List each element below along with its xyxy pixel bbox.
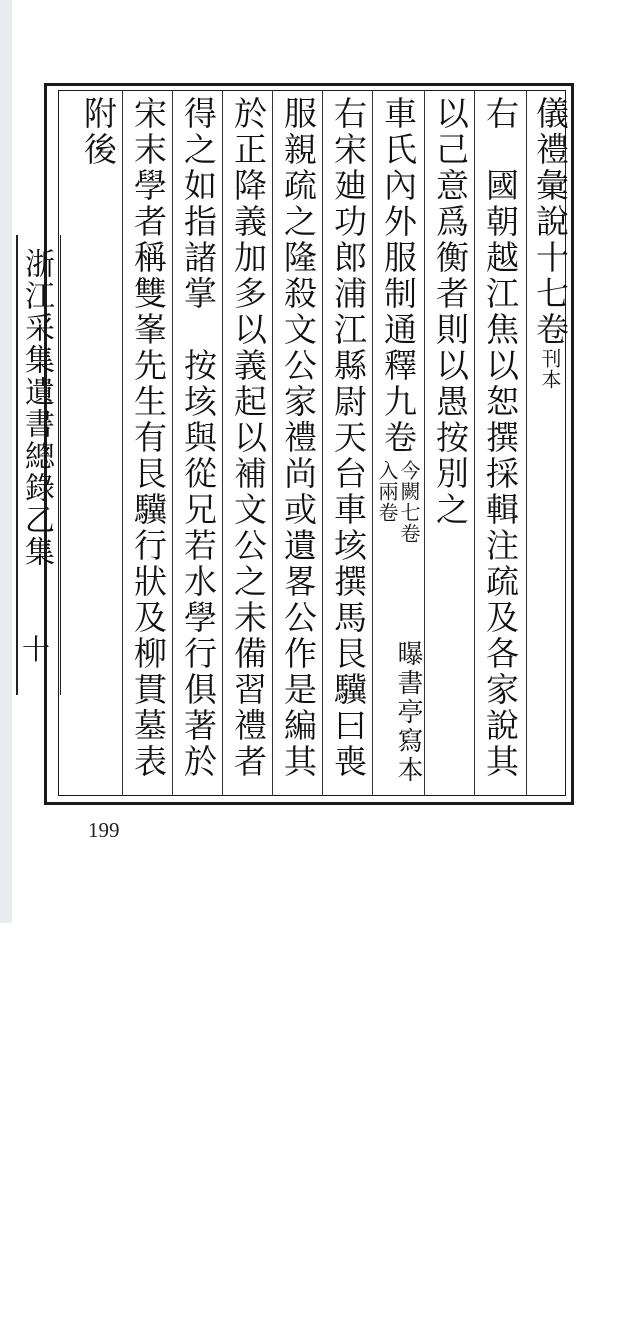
text-column-6 bbox=[278, 96, 318, 796]
column-rule bbox=[172, 90, 173, 796]
column-text: 車氏內外服制通釋九卷 bbox=[379, 96, 418, 456]
column-text: 以己意爲衡者則以愚按別之 bbox=[431, 96, 470, 528]
spine-title: 浙江采集遺書總錄乙集 bbox=[19, 248, 54, 568]
column-rule bbox=[122, 90, 123, 796]
column-rule bbox=[322, 90, 323, 796]
column-text: 於正降義加多以義起以補文公之未備習禮者 bbox=[229, 96, 268, 780]
text-column-1 bbox=[530, 96, 570, 796]
text-column-10 bbox=[78, 96, 118, 796]
column-note: 刊本 bbox=[538, 348, 562, 390]
column-rule bbox=[222, 90, 223, 796]
column-rule bbox=[372, 90, 373, 796]
column-text: 附後 bbox=[79, 96, 118, 168]
column-text: 服親疏之隆殺文公家禮尚或遺畧公作是編其 bbox=[279, 96, 318, 780]
column-rule bbox=[474, 90, 475, 796]
text-column-5 bbox=[328, 96, 368, 796]
text-column-3 bbox=[430, 96, 470, 796]
column-tail: 曝書亭寫本 bbox=[393, 640, 423, 785]
column-rule bbox=[526, 90, 527, 796]
column-rule bbox=[272, 90, 273, 796]
column-text: 儀禮彙說十七卷 bbox=[531, 96, 570, 348]
page-number: 199 bbox=[88, 818, 120, 842]
column-text: 得之如指諸掌 按垓與從兄若水學行俱著於 bbox=[179, 96, 218, 780]
column-text: 宋末學者稱雙峯先生有艮驥行狀及柳貫墓表 bbox=[129, 96, 168, 780]
spine-number: 十 bbox=[22, 633, 51, 666]
text-column-7 bbox=[228, 96, 268, 796]
text-column-9 bbox=[128, 96, 168, 796]
text-column-2 bbox=[480, 96, 520, 796]
column-text: 右宋廸功郎浦江縣尉天台車垓撰馬艮驥曰喪 bbox=[329, 96, 368, 780]
text-column-8 bbox=[178, 96, 218, 796]
column-note: 今闕七卷 bbox=[397, 460, 421, 544]
column-text: 右 國朝越江焦以恕撰採輯注疏及各家說其 bbox=[481, 96, 520, 780]
column-note-extra: 入兩卷 bbox=[375, 460, 399, 523]
viewer-margin bbox=[0, 0, 12, 923]
